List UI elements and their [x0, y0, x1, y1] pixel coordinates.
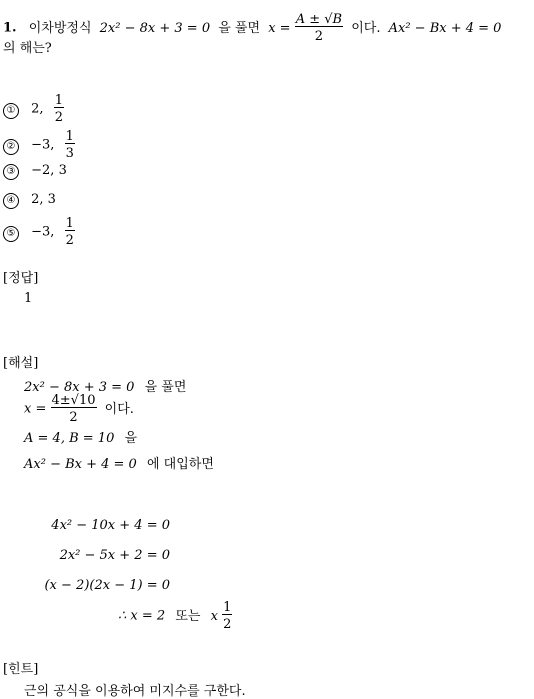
solution-line-4: [24, 453, 214, 472]
question-line-1: [3, 13, 501, 43]
choice-1[interactable]: [3, 94, 64, 124]
solution-x-equals: x =: [24, 401, 47, 417]
choice-fraction-denominator: 2: [54, 110, 63, 125]
derivation-x: x: [210, 608, 218, 624]
choice-fraction: [65, 217, 75, 247]
choice-fraction-numerator: 1: [65, 129, 74, 144]
choice-marker: ⑤: [3, 226, 19, 242]
solution-fraction-numerator: 4±√10: [51, 393, 96, 408]
solution-line-1: [24, 376, 186, 395]
answer-value: 1: [24, 291, 33, 306]
derivation-fraction-denominator: 2: [223, 617, 232, 632]
question-equation-1: 2x² − 8x + 3 = 0: [99, 20, 211, 36]
answer-label: [정답]: [3, 271, 39, 286]
solution-equation-1: 2x² − 8x + 3 = 0: [24, 380, 135, 395]
choice-5[interactable]: [3, 217, 75, 247]
choice-3[interactable]: [3, 163, 67, 180]
question-fraction-denominator: 2: [314, 29, 324, 44]
choice-fraction-denominator: 2: [65, 233, 74, 248]
question-lead: 이차방정식: [28, 20, 92, 36]
hint-label: [힌트]: [3, 662, 39, 677]
question-fraction: [295, 13, 343, 43]
solution-text-3: 을: [124, 431, 138, 446]
derivation-step-3: (x − 2)(2x − 1) = 0: [44, 578, 170, 593]
solution-values: A = 4, B = 10: [24, 431, 115, 446]
choice-value: −3,: [31, 137, 55, 153]
choice-fraction: [54, 94, 64, 124]
solution-fraction-denominator: 2: [69, 410, 78, 425]
choice-4[interactable]: [3, 192, 56, 209]
solution-label: [해설]: [3, 356, 39, 371]
choice-fraction: [65, 130, 75, 160]
derivation-or: 또는: [175, 608, 201, 624]
solution-equation-4: Ax² − Bx + 4 = 0: [24, 457, 137, 472]
choice-marker: ④: [3, 193, 19, 209]
solution-text-1: 을 풀면: [144, 380, 187, 395]
solution-line-3: [24, 427, 137, 446]
choice-marker: ②: [3, 139, 19, 155]
choice-value: 2, 3: [31, 192, 56, 207]
choice-value: −3,: [31, 224, 55, 240]
question-x-equals: x =: [268, 20, 291, 36]
question-equation-2: Ax² − Bx + 4 = 0: [388, 20, 502, 36]
solution-fraction: [51, 394, 97, 424]
choice-value: −2, 3: [31, 163, 67, 178]
derivation-fraction-numerator: 1: [223, 600, 232, 615]
question-line-2: 의 해는?: [3, 41, 52, 56]
derivation-step-2: 2x² − 5x + 2 = 0: [59, 548, 170, 563]
solution-text-4: 에 대입하면: [146, 457, 214, 472]
choice-value: 2,: [31, 101, 44, 117]
derivation-step-1: 4x² − 10x + 4 = 0: [51, 518, 170, 533]
choice-marker: ①: [3, 103, 19, 119]
question-text-1: 을 풀면: [218, 20, 261, 36]
question-fraction-numerator: A ± √B: [295, 12, 343, 27]
derivation-conclusion: ∴ x = 2: [118, 608, 166, 624]
choice-fraction-denominator: 3: [65, 146, 74, 161]
derivation-fraction: [222, 601, 232, 631]
choice-fraction-numerator: 1: [54, 93, 63, 108]
choice-fraction-numerator: 1: [65, 216, 74, 231]
solution-line-2: [24, 394, 134, 424]
choice-marker: ③: [3, 164, 19, 180]
question-text-2: 이다.: [351, 20, 381, 36]
hint-text: 근의 공식을 이용하여 미지수를 구한다.: [24, 684, 246, 699]
choice-2[interactable]: [3, 130, 75, 160]
question-number: 1.: [3, 20, 17, 36]
solution-text-2: 이다.: [104, 401, 134, 417]
derivation-step-4: [118, 601, 232, 631]
